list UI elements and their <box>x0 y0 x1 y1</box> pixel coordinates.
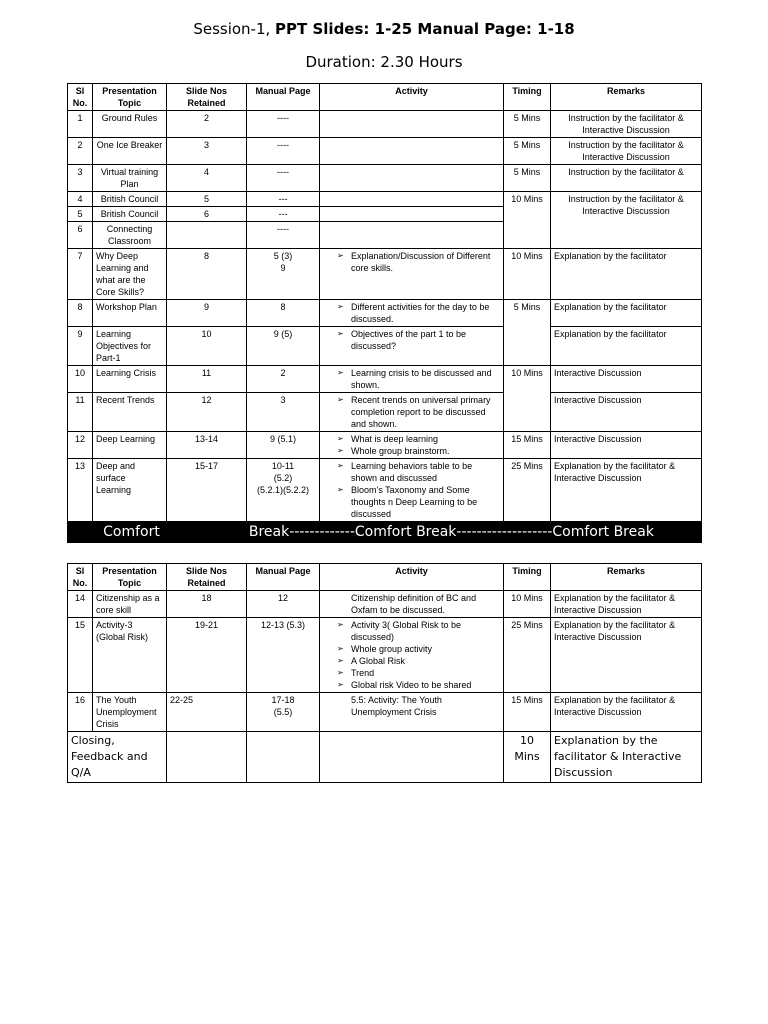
empty-cell <box>320 732 504 783</box>
timing-cell: 10 Mins <box>504 192 551 249</box>
manual-page-cell: 12 <box>247 591 320 618</box>
remarks-cell: Explanation by the facilitator & Interactive Discussion <box>551 693 702 732</box>
slides-cell: 18 <box>167 591 247 618</box>
table-header-row <box>68 84 702 111</box>
topic-cell: Learning Objectives for Part-1 <box>93 327 167 366</box>
timing-cell: 15 Mins <box>504 693 551 732</box>
empty-cell <box>167 732 247 783</box>
activity-item: ➢ Explanation/Discussion of Different core skills. <box>337 250 500 274</box>
manual-page-cell: 2 <box>247 366 320 393</box>
row-number: 16 <box>68 693 93 732</box>
timing-cell: 10 Mins <box>504 249 551 300</box>
slides-cell: 19-21 <box>167 618 247 693</box>
manual-page-cell: --- <box>247 192 320 207</box>
manual-page-cell: 5 (3) 9 <box>247 249 320 300</box>
slides-cell: 22-25 <box>167 693 247 732</box>
table-row <box>68 459 702 522</box>
activity-cell <box>320 366 504 393</box>
col-header: Remarks <box>551 84 702 111</box>
timing-cell: 25 Mins <box>504 618 551 693</box>
col-header: Sl No. <box>68 564 93 591</box>
remarks-cell: Explanation by the facilitator <box>551 300 702 327</box>
activity-item: ➢ Learning behaviors table to be shown and discussed <box>337 460 500 484</box>
comfort-break-banner: Comfort Break-------------Comfort Break-------------------Comfort Break <box>68 522 702 543</box>
timing-cell: 25 Mins <box>504 459 551 522</box>
activity-cell <box>320 111 504 138</box>
closing-topic: Closing, Feedback and Q/A <box>68 732 167 783</box>
topic-cell: Activity-3 (Global Risk) <box>93 618 167 693</box>
activity-cell <box>320 207 504 222</box>
row-number: 2 <box>68 138 93 165</box>
remarks-cell: Explanation by the facilitator <box>551 249 702 300</box>
slides-cell: 5 <box>167 192 247 207</box>
table-row <box>68 366 702 393</box>
slides-cell: 10 <box>167 327 247 366</box>
col-header: Sl No. <box>68 84 93 111</box>
remarks-cell: Instruction by the facilitator & Interactive Discussion <box>551 138 702 165</box>
topic-cell: The Youth Unemployment Crisis <box>93 693 167 732</box>
table-row <box>68 591 702 618</box>
row-number: 12 <box>68 432 93 459</box>
row-number: 15 <box>68 618 93 693</box>
slides-cell: 4 <box>167 165 247 192</box>
topic-cell: Learning Crisis <box>93 366 167 393</box>
col-header: Activity <box>320 564 504 591</box>
duration-title: Duration: 2.30 Hours <box>305 53 463 71</box>
table-row <box>68 393 702 432</box>
manual-page-cell: ---- <box>247 111 320 138</box>
slides-cell: 6 <box>167 207 247 222</box>
row-number: 7 <box>68 249 93 300</box>
timing-cell: 5 Mins <box>504 300 551 366</box>
manual-page-cell: ---- <box>247 222 320 249</box>
activity-item: ➢ Recent trends on universal primary completion report to be discussed and shown. <box>337 394 500 430</box>
activity-cell <box>320 138 504 165</box>
topic-cell: Deep Learning <box>93 432 167 459</box>
row-number: 13 <box>68 459 93 522</box>
col-header: Slide Nos Retained <box>167 564 247 591</box>
slides-cell: 13-14 <box>167 432 247 459</box>
remarks-cell: Explanation by the facilitator <box>551 327 702 366</box>
slides-cell: 15-17 <box>167 459 247 522</box>
manual-page-cell: --- <box>247 207 320 222</box>
timing-cell: 10 Mins <box>504 591 551 618</box>
timing-cell: 5 Mins <box>504 165 551 192</box>
topic-cell: Deep and surface Learning <box>93 459 167 522</box>
topic-cell: Virtual training Plan <box>93 165 167 192</box>
slides-cell: 8 <box>167 249 247 300</box>
table-header-row <box>68 564 702 591</box>
row-number: 9 <box>68 327 93 366</box>
table-row <box>68 111 702 138</box>
remarks-cell: Explanation by the facilitator & Interactive Discussion <box>551 618 702 693</box>
row-number: 6 <box>68 222 93 249</box>
activity-cell <box>320 432 504 459</box>
activity-cell <box>320 591 504 618</box>
closing-row <box>68 732 702 783</box>
table-row <box>68 618 702 693</box>
remarks-cell: Instruction by the facilitator & <box>551 165 702 192</box>
activity-item: ➢ Learning crisis to be discussed and shown. <box>337 367 500 391</box>
timing-cell: 5 Mins <box>504 111 551 138</box>
activity-item: ➢ Trend <box>337 667 500 679</box>
topic-cell: One Ice Breaker <box>93 138 167 165</box>
col-header: Remarks <box>551 564 702 591</box>
manual-page-cell: 10-11 (5.2) (5.2.1)(5.2.2) <box>247 459 320 522</box>
session-title: Session-1, PPT Slides: 1-25 Manual Page: 1-18 <box>193 20 575 38</box>
remarks-cell: Explanation by the facilitator & Interactive Discussion <box>551 591 702 618</box>
table-row <box>68 693 702 732</box>
activity-cell <box>320 222 504 249</box>
remarks-cell: Instruction by the facilitator & Interactive Discussion <box>551 111 702 138</box>
slides-cell <box>167 222 247 249</box>
activity-item: ➢ Bloom’s Taxonomy and Some thoughts n Deep Learning to be discussed <box>337 484 500 520</box>
activity-item: ➢ Activity 3( Global Risk to be discussed) <box>337 619 500 643</box>
table-row <box>68 249 702 300</box>
row-number: 4 <box>68 192 93 207</box>
manual-page-cell: ---- <box>247 165 320 192</box>
table-row <box>68 432 702 459</box>
activity-cell <box>320 459 504 522</box>
manual-page-cell: 8 <box>247 300 320 327</box>
topic-cell: British Council <box>93 207 167 222</box>
col-header: Manual Page <box>247 564 320 591</box>
table-row <box>68 300 702 327</box>
slides-cell: 2 <box>167 111 247 138</box>
activity-text: Citizenship definition of BC and Oxfam to be discussed. <box>351 593 477 615</box>
activity-item: ➢ A Global Risk <box>337 655 500 667</box>
topic-cell: Connecting Classroom <box>93 222 167 249</box>
activity-item: ➢ Objectives of the part 1 to be discussed? <box>337 328 500 352</box>
schedule-table-2 <box>67 563 702 783</box>
manual-page-cell: 17-18 (5.5) <box>247 693 320 732</box>
slides-cell: 9 <box>167 300 247 327</box>
remarks-cell: Explanation by the facilitator & Interactive Discussion <box>551 459 702 522</box>
topic-cell: Recent Trends <box>93 393 167 432</box>
activity-item: ➢ Whole group brainstorm. <box>337 445 500 457</box>
row-number: 5 <box>68 207 93 222</box>
activity-item: ➢ Global risk Video to be shared <box>337 679 500 691</box>
manual-page-cell: 12-13 (5.3) <box>247 618 320 693</box>
activity-cell <box>320 165 504 192</box>
col-header: Presentation Topic <box>93 84 167 111</box>
timing-cell: 5 Mins <box>504 138 551 165</box>
row-number: 10 <box>68 366 93 393</box>
remarks-cell: Interactive Discussion <box>551 366 702 393</box>
activity-cell <box>320 393 504 432</box>
row-number: 8 <box>68 300 93 327</box>
manual-page-cell: 9 (5) <box>247 327 320 366</box>
manual-page-cell: 9 (5.1) <box>247 432 320 459</box>
timing-cell: 10 Mins <box>504 366 551 432</box>
activity-cell <box>320 327 504 366</box>
activity-cell <box>320 693 504 732</box>
topic-cell: Citizenship as a core skill <box>93 591 167 618</box>
row-number: 14 <box>68 591 93 618</box>
col-header: Slide Nos Retained <box>167 84 247 111</box>
col-header: Manual Page <box>247 84 320 111</box>
remarks-cell: Instruction by the facilitator & Interactive Discussion <box>551 192 702 249</box>
activity-cell <box>320 249 504 300</box>
col-header: Presentation Topic <box>93 564 167 591</box>
activity-item: ➢ What is deep learning <box>337 433 500 445</box>
topic-cell: Workshop Plan <box>93 300 167 327</box>
row-number: 3 <box>68 165 93 192</box>
activity-item: ➢ Whole group activity <box>337 643 500 655</box>
activity-cell <box>320 618 504 693</box>
schedule-table-1 <box>67 83 702 543</box>
topic-cell: British Council <box>93 192 167 207</box>
table-row <box>68 165 702 192</box>
table-row <box>68 192 702 207</box>
slides-cell: 12 <box>167 393 247 432</box>
col-header: Activity <box>320 84 504 111</box>
col-header: Timing <box>504 84 551 111</box>
topic-cell: Ground Rules <box>93 111 167 138</box>
comfort-break-row <box>68 522 702 543</box>
activity-cell <box>320 192 504 207</box>
activity-text: 5.5: Activity: The Youth Unemployment Crisis <box>351 695 442 717</box>
empty-cell <box>247 732 320 783</box>
manual-page-cell: ---- <box>247 138 320 165</box>
table-row <box>68 327 702 366</box>
col-header: Timing <box>504 564 551 591</box>
remarks-cell: Interactive Discussion <box>551 393 702 432</box>
activity-item: ➢ Different activities for the day to be discussed. <box>337 301 500 325</box>
table-row <box>68 138 702 165</box>
remarks-cell: Interactive Discussion <box>551 432 702 459</box>
topic-cell: Why Deep Learning and what are the Core Skills? <box>93 249 167 300</box>
row-number: 1 <box>68 111 93 138</box>
manual-page-cell: 3 <box>247 393 320 432</box>
activity-cell <box>320 300 504 327</box>
slides-cell: 11 <box>167 366 247 393</box>
row-number: 11 <box>68 393 93 432</box>
closing-timing: 10 Mins <box>504 732 551 783</box>
slides-cell: 3 <box>167 138 247 165</box>
closing-remarks: Explanation by the facilitator & Interactive Discussion <box>551 732 702 783</box>
timing-cell: 15 Mins <box>504 432 551 459</box>
